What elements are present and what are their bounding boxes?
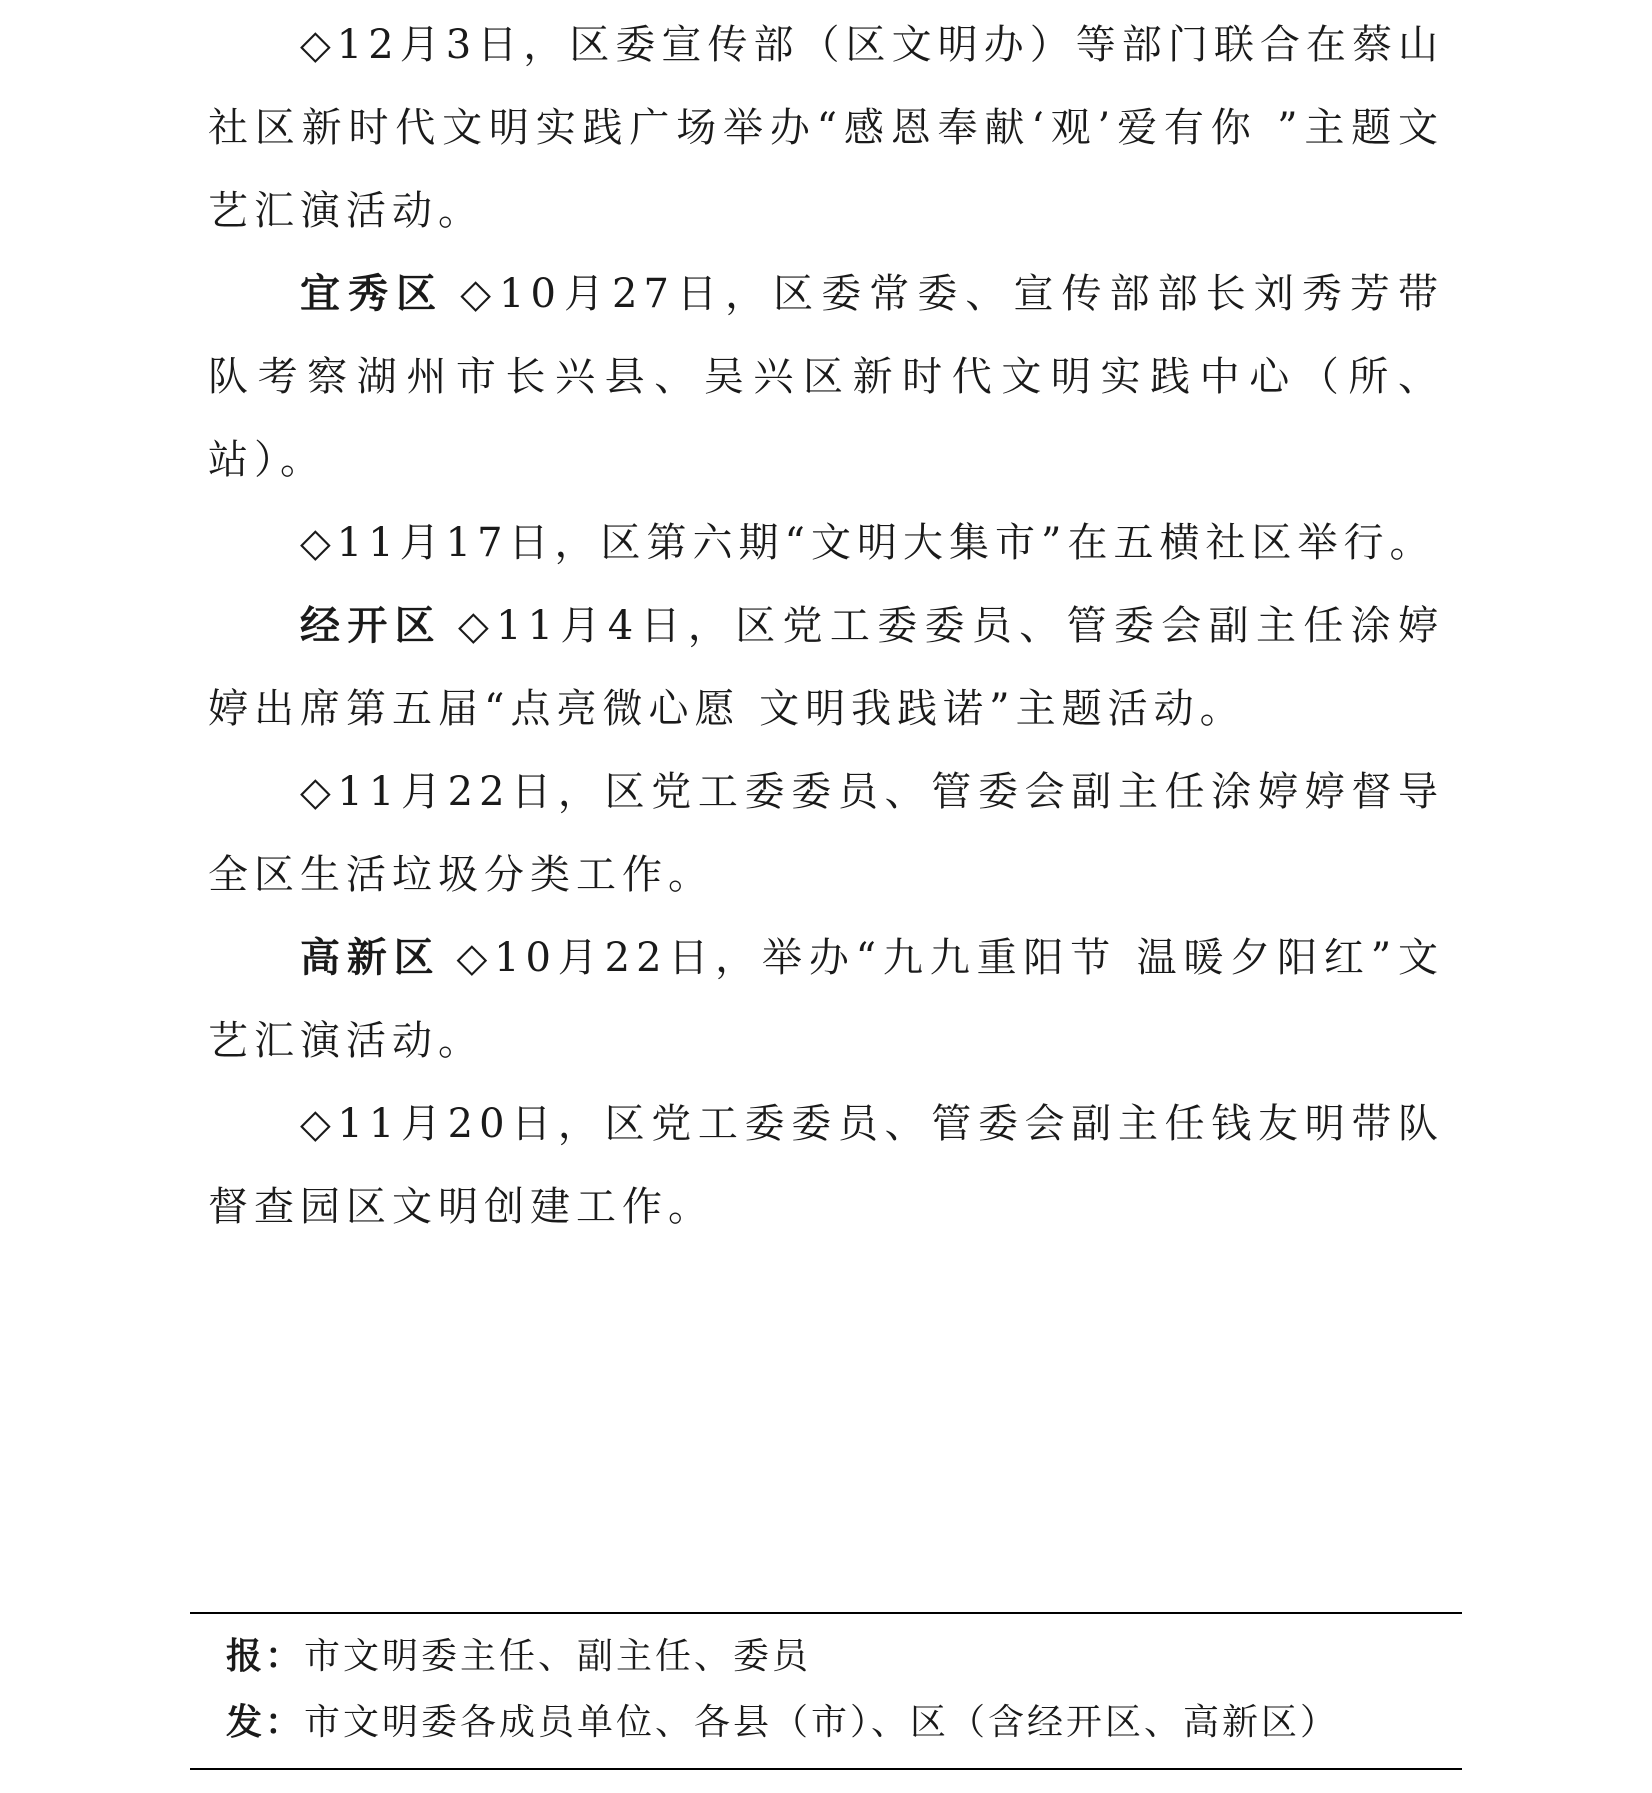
- paragraph-text: ◇11月20日，区党工委委员、管委会副主任钱友明带队督查园区文明创建工作。: [208, 1101, 1444, 1230]
- paragraph-6: [208, 917, 1444, 1083]
- paragraph-3: [208, 502, 1444, 585]
- report-recipients: 市文明委主任、副主任、委员: [304, 1636, 812, 1677]
- send-label: 发：: [226, 1702, 305, 1743]
- region-heading: 宜秀区: [300, 271, 445, 317]
- paragraph-text: ◇12月3日，区委宣传部（区文明办）等部门联合在蔡山社区新时代文明实践广场举办“感恩奉献‘观’爱有你 ”主题文艺汇演活动。: [208, 22, 1444, 234]
- paragraph-5: [208, 751, 1444, 917]
- document-body: [208, 4, 1444, 1249]
- region-heading: 经开区: [300, 603, 443, 649]
- paragraph-text: ◇11月4日，区党工委委员、管委会副主任涂婷婷出席第五届“点亮微心愿 文明我践诺”主题活动。: [208, 603, 1445, 732]
- paragraph-1: [208, 4, 1444, 253]
- region-heading: 高新区: [300, 935, 441, 981]
- report-line: [190, 1624, 1462, 1690]
- paragraph-4: [208, 585, 1444, 751]
- paragraph-2: [208, 253, 1444, 502]
- send-recipients: 市文明委各成员单位、各县（市）、区（含经开区、高新区）: [304, 1702, 1340, 1743]
- paragraph-text: ◇11月22日，区党工委委员、管委会副主任涂婷婷督导全区生活垃圾分类工作。: [208, 769, 1444, 898]
- report-label: 报：: [226, 1636, 305, 1677]
- send-line: [190, 1690, 1462, 1756]
- paragraph-text: ◇11月17日，区第六期“文明大集市”在五横社区举行。: [300, 520, 1436, 566]
- distribution-footer: [190, 1612, 1462, 1770]
- paragraph-7: [208, 1083, 1444, 1249]
- paragraph-text: ◇10月27日，区委常委、宣传部部长刘秀芳带队考察湖州市长兴县、吴兴区新时代文明实践中心（所、站）。: [208, 271, 1445, 483]
- paragraph-text: ◇10月22日，举办“九九重阳节 温暖夕阳红”文艺汇演活动。: [208, 935, 1445, 1064]
